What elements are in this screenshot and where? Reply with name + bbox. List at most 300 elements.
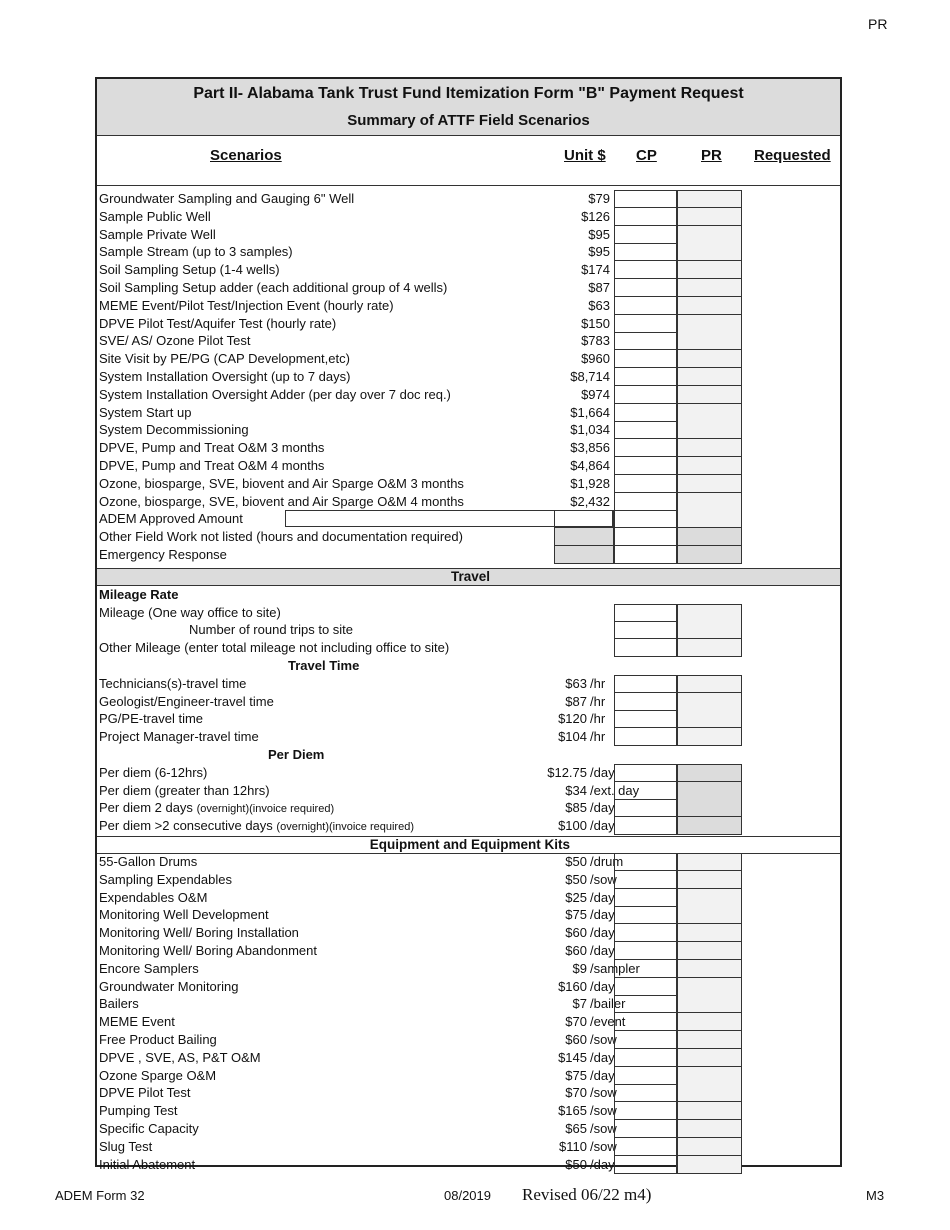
pr-input-cell[interactable] [677,853,742,871]
table-row [97,604,840,622]
footer-revised: Revised 06/22 m4) [522,1185,652,1204]
equipment-rate: $165 [558,1103,587,1119]
subheading-travel-time: Travel Time [288,658,360,673]
table-row [97,675,840,693]
pr-input-cell[interactable] [677,604,742,622]
per-diem-label [99,782,270,800]
per-diem-label [99,764,207,782]
table-row [97,889,840,907]
footer-form-id: ADEM Form 32 [55,1188,145,1203]
scenario-label: System Installation Oversight Adder (per day over 7 doc req.) [99,386,451,402]
pr-input-cell[interactable] [677,1067,742,1085]
unit-price: $1,034 [570,422,610,438]
equipment-label: Free Product Bailing [99,1032,217,1047]
table-row [97,279,840,297]
form-title: Part II- Alabama Tank Trust Fund Itemization Form "B" Payment Request [97,79,840,108]
pr-input-cell[interactable] [677,995,742,1013]
per-diem-label-text: Per diem >2 consecutive days [99,818,273,834]
unit-price: $95 [588,226,610,242]
equipment-label: Monitoring Well Development [99,907,269,923]
cp-input-cell[interactable] [614,279,677,297]
pr-input-cell[interactable] [677,404,742,422]
cp-input-cell[interactable] [614,297,677,315]
pr-input-cell[interactable] [677,1120,742,1138]
scenario-label: SVE/ AS/ Ozone Pilot Test [99,333,251,349]
table-row [97,315,840,333]
pr-input-cell[interactable] [677,315,742,333]
hourly-rate: $104 [558,729,587,745]
table-row [97,1013,840,1031]
table-row [97,226,840,244]
rate-unit: /day [590,764,615,780]
cp-input-cell[interactable] [614,764,677,782]
unit-price: $1,664 [570,404,610,420]
per-diem-rate: $85 [565,800,587,816]
per-diem-label [99,817,414,836]
unit-price: $4,864 [570,458,610,473]
itemization-form [95,77,842,1172]
cp-input-cell[interactable] [614,368,677,386]
cp-input-cell[interactable] [614,315,677,333]
cp-input-cell[interactable] [614,457,677,475]
rate-unit: /bailer [590,996,626,1012]
table-row [97,261,840,279]
pr-input-cell[interactable] [677,782,742,800]
table-row [97,1031,840,1049]
per-diem-note: (overnight)(invoice required) [196,803,335,816]
per-diem-label-text: Per diem 2 days [99,800,193,816]
column-header-cp: CP [636,147,657,164]
pr-input-cell[interactable] [677,386,742,404]
pr-input-cell[interactable] [677,208,742,226]
equipment-rate: $60 [565,925,587,941]
equipment-label: 55-Gallon Drums [99,854,198,869]
pr-input-cell[interactable] [677,871,742,889]
cp-input-cell[interactable] [614,475,677,493]
unit-price: $174 [581,262,610,278]
equipment-label: DPVE Pilot Test [99,1085,191,1101]
scenario-label: DPVE, Pump and Treat O&M 3 months [99,440,325,456]
table-row [97,764,840,782]
pr-input-cell[interactable] [677,350,742,368]
section-title: Equipment and Equipment Kits [369,837,570,852]
table-row [97,728,840,746]
equipment-label: Expendables O&M [99,889,208,905]
cp-input-cell[interactable] [614,889,677,907]
table-row [97,1049,840,1067]
equipment-label: Monitoring Well/ Boring Abandonment [99,943,317,958]
cp-input-cell[interactable] [614,693,677,711]
cp-input-cell[interactable] [614,675,677,693]
cp-input-cell[interactable] [614,978,677,996]
equipment-rate: $70 [565,1085,587,1101]
rate-unit: /day [590,925,615,941]
equipment-label: Monitoring Well/ Boring Installation [99,925,299,941]
cp-input-cell[interactable] [614,243,677,261]
table-row [97,190,840,208]
unit-price: $63 [588,297,610,313]
section-header-travel [97,568,840,586]
hourly-rate: $120 [558,711,587,727]
column-header-pr: PR [701,147,722,164]
cp-input-cell[interactable] [614,1120,677,1138]
cp-input-cell[interactable] [614,817,677,835]
subheading-mileage-rate: Mileage Rate [99,586,179,602]
cp-input-cell[interactable] [614,960,677,978]
table-row [97,1120,840,1138]
rate-unit: /day [590,907,615,923]
pr-input-cell[interactable] [677,1031,742,1049]
table-row [97,475,840,493]
page-corner-label: PR [868,16,888,32]
rate-unit: /event [590,1014,626,1030]
rate-unit: /sampler [590,960,640,976]
table-row [97,386,840,404]
unit-price: $783 [581,333,610,349]
cp-input-cell[interactable] [614,924,677,942]
unit-price: $126 [581,208,610,224]
travel-time-label: Technicians(s)-travel time [99,675,247,691]
pr-input-cell[interactable] [677,960,742,978]
section-title: Travel [450,568,490,584]
cp-input-cell[interactable] [614,1049,677,1067]
pr-input-cell[interactable] [677,510,742,528]
pr-input-cell[interactable] [677,942,742,960]
table-row [97,942,840,960]
mileage-label: Mileage (One way office to site) [99,604,281,620]
cp-input-cell[interactable] [614,510,677,528]
equipment-label: Sampling Expendables [99,871,232,887]
table-row [97,1102,840,1120]
subheading-per-diem: Per Diem [268,747,325,762]
equipment-rate: $60 [565,1032,587,1047]
equipment-label: Pumping Test [99,1103,178,1119]
table-row [97,693,840,711]
cp-input-cell[interactable] [614,226,677,244]
cp-input-cell[interactable] [614,1138,677,1156]
cp-input-cell[interactable] [614,995,677,1013]
scenario-label: DPVE, Pump and Treat O&M 4 months [99,458,325,473]
pr-input-cell[interactable] [677,906,742,924]
rate-unit: /day [590,889,615,905]
rate-unit: /day [590,1067,615,1083]
table-row [97,350,840,368]
table-row [97,243,840,261]
table-row [97,332,840,350]
unit-price: $2,432 [570,493,610,509]
table-row [97,421,840,439]
scenario-label: DPVE Pilot Test/Aquifer Test (hourly rate) [99,315,337,331]
cp-input-cell[interactable] [614,604,677,622]
cp-input-cell[interactable] [614,1067,677,1085]
rate-unit: /day [590,1156,615,1172]
table-row [97,1138,840,1156]
equipment-rate: $70 [565,1014,587,1030]
table-row [97,978,840,996]
rate-unit: /ext. day [590,782,640,798]
scenario-label: Groundwater Sampling and Gauging 6" Well [99,191,355,206]
equipment-rate: $7 [572,996,587,1012]
hourly-rate: $87 [565,693,587,709]
column-header-requested: Requested [754,147,831,164]
form-subtitle: Summary of ATTF Field Scenarios [97,107,840,136]
rate-unit: /sow [590,1103,617,1119]
unit-price: $79 [588,191,610,206]
pr-input-cell[interactable] [677,226,742,244]
pr-input-cell[interactable] [677,924,742,942]
header-divider [97,185,840,186]
scenario-label: Sample Private Well [99,226,216,242]
cp-input-cell[interactable] [614,853,677,871]
pr-input-cell[interactable] [677,261,742,279]
table-row [97,853,840,871]
unit-price: $87 [588,280,610,295]
table-row [97,799,840,817]
footer-page-number: M3 [866,1188,885,1203]
cp-input-cell[interactable] [614,1102,677,1120]
equipment-rate: $110 [559,1138,587,1154]
equipment-label: Ozone Sparge O&M [99,1067,217,1083]
equipment-rate: $75 [565,907,587,923]
pr-input-cell[interactable] [677,764,742,782]
equipment-rate: $60 [565,943,587,958]
pr-input-cell[interactable] [677,297,742,315]
column-header-scenarios: Scenarios [210,147,282,164]
equipment-label: Encore Samplers [99,960,199,976]
mileage-label: Other Mileage (enter total mileage not including office to site) [99,640,450,656]
equipment-label: Groundwater Monitoring [99,978,239,994]
rate-unit: /hr [590,693,606,709]
unit-price: $3,856 [570,440,610,456]
table-row [97,1156,840,1174]
equipment-rate: $50 [565,1156,587,1172]
cp-input-cell[interactable] [614,728,677,746]
cp-input-cell[interactable] [554,510,614,528]
rate-unit: /sow [590,871,617,887]
table-row [97,924,840,942]
rate-unit: /hr [590,711,606,727]
scenario-label: Site Visit by PE/PG (CAP Development,etc) [99,351,350,367]
cp-input-cell[interactable] [614,332,677,350]
pr-input-cell[interactable] [677,1156,742,1174]
equipment-rate: $145 [558,1049,587,1065]
unit-price: $150 [581,315,610,331]
rate-unit: /day [590,818,615,834]
pr-input-cell[interactable] [677,279,742,297]
equipment-rate: $75 [565,1067,587,1083]
table-row [97,782,840,800]
table-row [97,297,840,315]
scenario-label: Ozone, biosparge, SVE, biovent and Air Sparge O&M 4 months [99,493,464,509]
table-row [97,546,840,564]
table-row [97,817,840,835]
scenario-label: MEME Event/Pilot Test/Injection Event (hourly rate) [99,297,394,313]
rate-unit: /sow [590,1138,617,1154]
equipment-rate: $50 [565,871,587,887]
cp-input-cell[interactable] [554,546,614,564]
equipment-rate: $9 [572,960,587,976]
table-row [97,208,840,226]
cp-input-cell[interactable] [614,1013,677,1031]
table-row [97,995,840,1013]
cp-input-cell[interactable] [614,942,677,960]
pr-input-cell[interactable] [677,190,742,208]
per-diem-rate: $12.75 [547,764,587,780]
cp-input-cell[interactable] [614,350,677,368]
equipment-rate: $65 [565,1121,587,1136]
cp-input-cell[interactable] [614,799,677,817]
table-row [97,621,840,639]
per-diem-label-text: Per diem (greater than 12hrs) [99,782,270,798]
cp-input-cell[interactable] [614,190,677,208]
pr-input-cell[interactable] [677,710,742,728]
mileage-label: Number of round trips to site [189,622,354,638]
equipment-label: MEME Event [99,1014,175,1030]
pr-input-cell[interactable] [677,332,742,350]
equipment-label: Initial Abatement [99,1156,196,1172]
footer-date: 08/2019 [444,1188,491,1203]
pr-input-cell[interactable] [677,243,742,261]
cp-input-cell[interactable] [614,493,677,511]
equipment-rate: $50 [565,854,587,869]
pr-input-cell[interactable] [677,421,742,439]
pr-input-cell[interactable] [677,1102,742,1120]
cp-input-cell[interactable] [614,782,677,800]
rate-unit: /sow [590,1121,617,1136]
pr-input-cell[interactable] [677,639,742,657]
pr-input-cell[interactable] [677,368,742,386]
cp-input-cell[interactable] [614,1031,677,1049]
pr-input-cell[interactable] [677,1049,742,1067]
scenario-label: Other Field Work not listed (hours and documentation required) [99,529,463,545]
table-row [97,457,840,475]
hourly-rate: $63 [565,675,587,691]
scenario-label: Ozone, biosparge, SVE, biovent and Air Sparge O&M 3 months [99,475,464,491]
scenario-label: Soil Sampling Setup adder (each additional group of 4 wells) [99,280,448,295]
cp-input-cell[interactable] [614,386,677,404]
cp-input-cell[interactable] [614,404,677,422]
cp-input-cell[interactable] [614,1084,677,1102]
pr-input-cell[interactable] [677,457,742,475]
unit-price: $1,928 [570,475,610,491]
cp-input-cell[interactable] [614,208,677,226]
unit-price: $974 [581,386,610,402]
table-row [97,1067,840,1085]
pr-input-cell[interactable] [677,475,742,493]
pr-input-cell[interactable] [677,889,742,907]
per-diem-note: (overnight)(invoice required) [276,821,414,834]
rate-unit: /day [590,978,615,994]
scenario-label: Soil Sampling Setup (1-4 wells) [99,262,280,278]
table-row [97,710,840,728]
equipment-label: DPVE , SVE, AS, P&T O&M [99,1049,261,1065]
pr-input-cell[interactable] [677,621,742,639]
equipment-rate: $160 [558,978,587,994]
pr-input-cell[interactable] [677,493,742,511]
travel-time-label: Geologist/Engineer-travel time [99,693,274,709]
per-diem-label [99,799,334,818]
pr-input-cell[interactable] [677,978,742,996]
rate-unit: /day [590,943,615,958]
pr-input-cell[interactable] [677,546,742,564]
table-row [97,1084,840,1102]
rate-unit: /day [590,800,615,816]
rate-unit: /hr [590,729,606,745]
cp-input-cell[interactable] [614,546,677,564]
equipment-label: Slug Test [99,1138,153,1154]
table-row [97,510,840,528]
table-row [97,906,840,924]
pr-input-cell[interactable] [677,1013,742,1031]
cp-input-cell[interactable] [614,639,677,657]
column-header-unit: Unit $ [564,147,606,164]
cp-input-cell[interactable] [614,421,677,439]
scenario-label: ADEM Approved Amount [99,511,243,527]
rate-unit: /sow [590,1085,617,1101]
table-row [97,404,840,422]
per-diem-rate: $34 [565,782,587,798]
scenario-label: Sample Public Well [99,208,211,224]
cp-input-cell[interactable] [614,439,677,457]
per-diem-rate: $100 [558,818,587,834]
table-row [97,368,840,386]
travel-time-label: PG/PE-travel time [99,711,204,727]
pr-input-cell[interactable] [677,693,742,711]
equipment-label: Bailers [99,996,139,1012]
section-header-equipment [97,836,840,854]
cp-input-cell[interactable] [614,621,677,639]
cp-input-cell[interactable] [614,528,677,546]
cp-input-cell[interactable] [614,261,677,279]
scenario-label: Emergency Response [99,547,227,562]
rate-unit: /hr [590,675,606,691]
table-row [97,960,840,978]
travel-time-label: Project Manager-travel time [99,729,259,745]
equipment-rate: $25 [565,889,587,905]
cp-input-cell[interactable] [614,871,677,889]
scenario-label: System Decommissioning [99,422,249,438]
pr-input-cell[interactable] [677,728,742,746]
pr-input-cell[interactable] [677,1084,742,1102]
scenario-label: System Installation Oversight (up to 7 days) [99,369,351,384]
pr-input-cell[interactable] [677,675,742,693]
rate-unit: /drum [590,854,624,869]
table-row [97,439,840,457]
table-row [97,493,840,511]
unit-price: $960 [581,351,610,367]
table-row [97,639,840,657]
cp-input-cell[interactable] [614,906,677,924]
equipment-label: Specific Capacity [99,1121,199,1136]
cp-input-cell[interactable] [614,1156,677,1174]
pr-input-cell[interactable] [677,1138,742,1156]
scenario-label: Sample Stream (up to 3 samples) [99,244,293,260]
pr-input-cell[interactable] [677,799,742,817]
table-row [97,871,840,889]
per-diem-label-text: Per diem (6-12hrs) [99,764,208,780]
table-row [97,528,840,546]
pr-input-cell[interactable] [677,528,742,546]
rate-unit: /day [590,1049,615,1065]
unit-price: $95 [588,244,610,260]
cp-input-cell[interactable] [614,710,677,728]
cp-input-cell[interactable] [554,528,614,546]
pr-input-cell[interactable] [677,817,742,835]
scenario-label: System Start up [99,404,192,420]
pr-input-cell[interactable] [677,439,742,457]
rate-unit: /sow [590,1032,617,1047]
unit-price: $8,714 [570,369,610,384]
